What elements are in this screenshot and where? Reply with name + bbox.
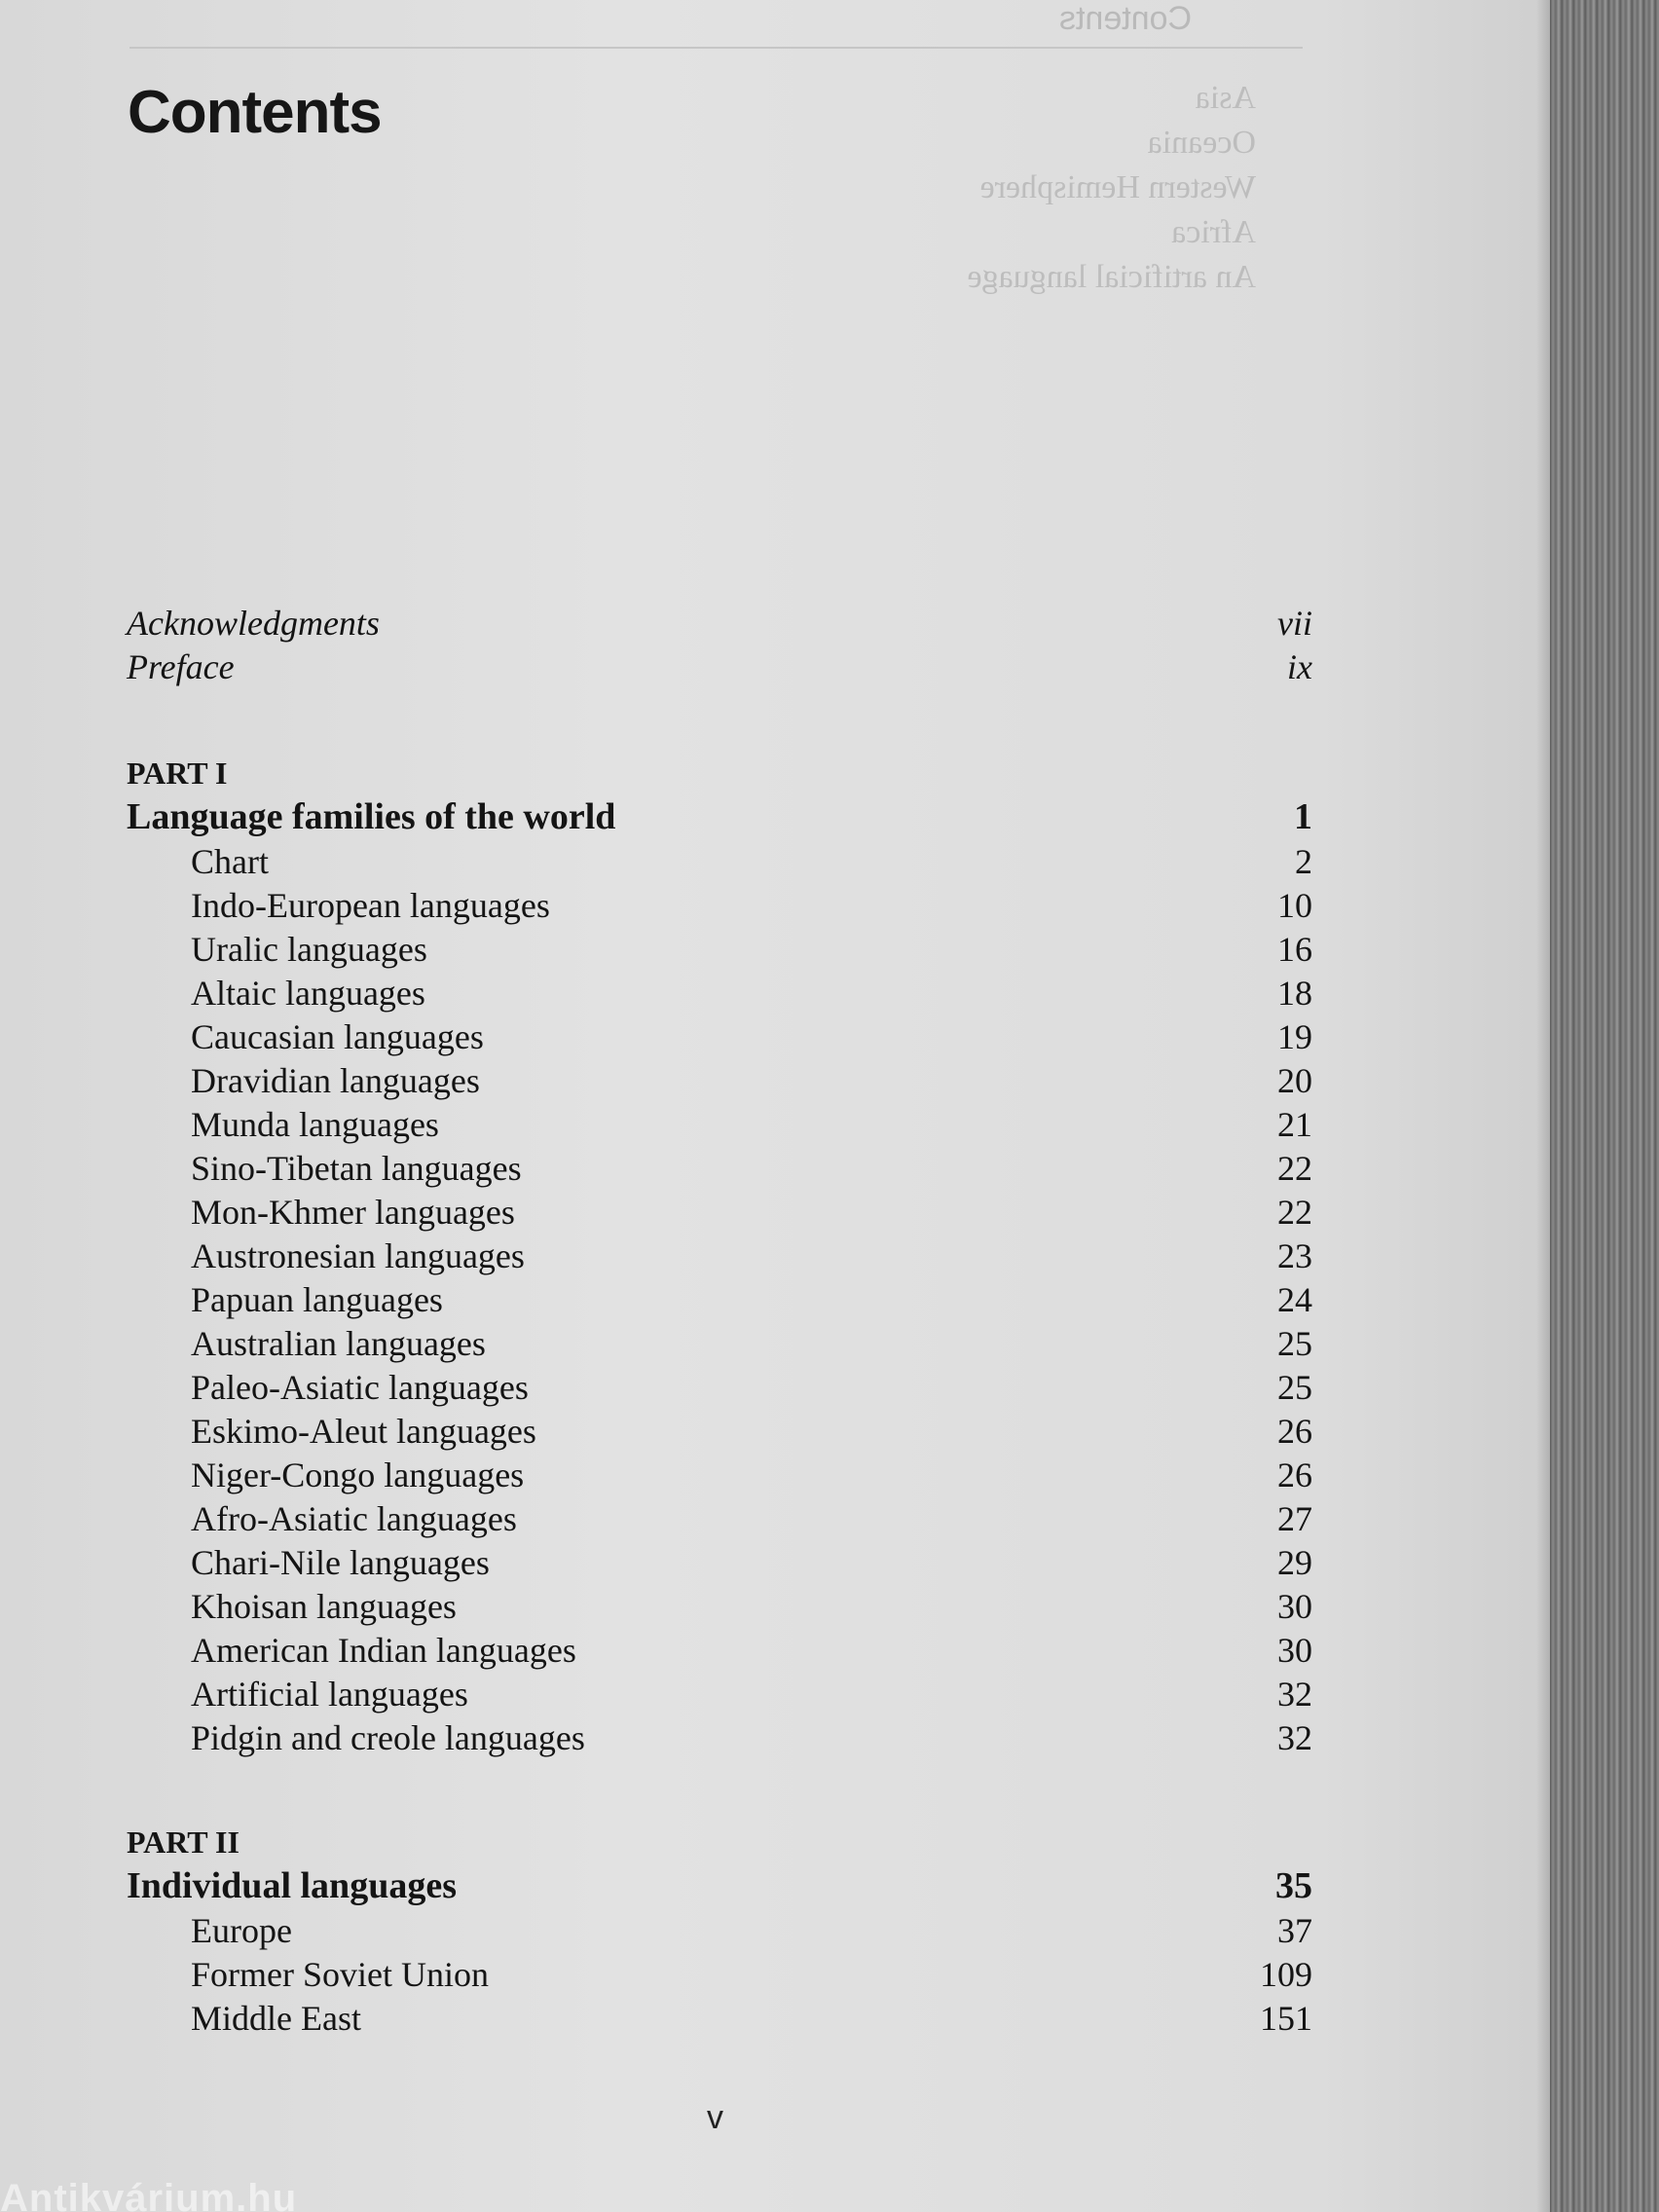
- toc-entry-label: Afro-Asiatic languages: [191, 1499, 517, 1538]
- part-1-entries: [127, 840, 1312, 1760]
- toc-entry-label: Papuan languages: [191, 1280, 443, 1319]
- toc-entry[interactable]: [127, 1059, 1312, 1103]
- toc-entry-page: vii: [1277, 604, 1312, 643]
- toc-entry-acknowledgments[interactable]: [127, 602, 1312, 645]
- toc-entry[interactable]: [127, 1454, 1312, 1497]
- toc-entry[interactable]: [127, 1997, 1312, 2041]
- part-2-label: PART II: [127, 1825, 240, 1860]
- toc-entry-label: Artificial languages: [191, 1675, 468, 1714]
- toc-entry-page: 16: [1277, 930, 1312, 969]
- toc-entry-page: 32: [1277, 1718, 1312, 1757]
- part-1-heading[interactable]: [127, 794, 1312, 840]
- toc-entry-label: Dravidian languages: [191, 1061, 480, 1100]
- toc-entry-label: Former Soviet Union: [191, 1955, 489, 1994]
- page-stack-edge: [1550, 0, 1659, 2212]
- toc-entry[interactable]: [127, 840, 1312, 884]
- toc-entry[interactable]: [127, 972, 1312, 1015]
- toc-entry[interactable]: [127, 1103, 1312, 1147]
- toc-entry-page: 29: [1277, 1543, 1312, 1582]
- toc-entry-page: 32: [1277, 1675, 1312, 1714]
- table-of-contents: [127, 602, 1312, 2041]
- part-1-label: PART I: [127, 756, 228, 791]
- toc-entry[interactable]: [127, 1629, 1312, 1673]
- toc-entry-preface[interactable]: [127, 645, 1312, 689]
- part-2-title: Individual languages: [127, 1865, 457, 1906]
- toc-entry-label: Paleo-Asiatic languages: [191, 1368, 529, 1407]
- page-number: v: [707, 2099, 723, 2136]
- section-gap: [127, 1760, 1312, 1821]
- part-1-page: 1: [1294, 796, 1312, 837]
- toc-entry-label: Niger-Congo languages: [191, 1456, 525, 1494]
- toc-entry-page: 2: [1295, 842, 1312, 881]
- toc-entry[interactable]: [127, 1235, 1312, 1278]
- toc-entry[interactable]: [127, 1585, 1312, 1629]
- toc-entry-page: 26: [1277, 1412, 1312, 1451]
- toc-entry-label: Australian languages: [191, 1324, 486, 1363]
- toc-entry-label: Europe: [191, 1911, 292, 1950]
- part-2-heading[interactable]: [127, 1863, 1312, 1909]
- toc-entry[interactable]: [127, 1953, 1312, 1997]
- toc-entry[interactable]: [127, 1015, 1312, 1059]
- toc-entry-page: 23: [1277, 1236, 1312, 1275]
- toc-entry-label: Chart: [191, 842, 269, 881]
- toc-entry[interactable]: [127, 1716, 1312, 1760]
- toc-entry-page: 19: [1277, 1017, 1312, 1056]
- toc-entry-label: Altaic languages: [191, 974, 425, 1013]
- toc-entry-label: Middle East: [191, 1999, 361, 2038]
- section-gap: [127, 689, 1312, 752]
- toc-entry-label: Caucasian languages: [191, 1017, 484, 1056]
- toc-entry-page: 25: [1277, 1368, 1312, 1407]
- toc-entry-page: 109: [1260, 1955, 1312, 1994]
- toc-entry-page: 25: [1277, 1324, 1312, 1363]
- toc-entry-page: 27: [1277, 1499, 1312, 1538]
- show-through-rule: [129, 47, 1303, 49]
- toc-entry-page: 10: [1277, 886, 1312, 925]
- toc-entry-page: 20: [1277, 1061, 1312, 1100]
- toc-entry-page: 37: [1277, 1911, 1312, 1950]
- toc-entry-label: Pidgin and creole languages: [191, 1718, 585, 1757]
- toc-entry[interactable]: [127, 1497, 1312, 1541]
- toc-entry-label: Uralic languages: [191, 930, 427, 969]
- show-through-header: Contents: [1058, 0, 1192, 37]
- toc-entry-label: Acknowledgments: [127, 604, 380, 643]
- part-2-page: 35: [1275, 1865, 1312, 1906]
- toc-entry-label: Mon-Khmer languages: [191, 1193, 515, 1232]
- toc-entry-page: 22: [1277, 1193, 1312, 1232]
- toc-entry[interactable]: [127, 1909, 1312, 1953]
- toc-entry-label: Preface: [127, 647, 235, 686]
- toc-entry-page: 30: [1277, 1587, 1312, 1626]
- toc-entry[interactable]: [127, 1191, 1312, 1235]
- toc-entry-page: 24: [1277, 1280, 1312, 1319]
- toc-entry[interactable]: [127, 928, 1312, 972]
- toc-entry-page: 26: [1277, 1456, 1312, 1494]
- toc-entry[interactable]: [127, 1322, 1312, 1366]
- toc-entry-page: 18: [1277, 974, 1312, 1013]
- toc-entry[interactable]: [127, 1673, 1312, 1716]
- part-2-entries: [127, 1909, 1312, 2041]
- toc-entry-label: Sino-Tibetan languages: [191, 1149, 522, 1188]
- toc-entry[interactable]: [127, 1366, 1312, 1410]
- toc-entry-label: Indo-European languages: [191, 886, 550, 925]
- toc-entry-label: Chari-Nile languages: [191, 1543, 490, 1582]
- part-1-title: Language families of the world: [127, 796, 616, 837]
- toc-entry[interactable]: [127, 884, 1312, 928]
- show-through-contents: Asia Oceania Western Hemisphere Africa An artificial language: [967, 80, 1256, 295]
- toc-entry-page: 22: [1277, 1149, 1312, 1188]
- toc-entry-page: ix: [1287, 647, 1312, 686]
- toc-entry[interactable]: [127, 1410, 1312, 1454]
- toc-entry-label: Khoisan languages: [191, 1587, 457, 1626]
- toc-entry-label: American Indian languages: [191, 1631, 576, 1670]
- watermark-logo: Antikvárium.hu: [0, 2177, 298, 2212]
- toc-entry-label: Austronesian languages: [191, 1236, 525, 1275]
- toc-entry[interactable]: [127, 1147, 1312, 1191]
- toc-entry-page: 21: [1277, 1105, 1312, 1144]
- toc-entry-label: Munda languages: [191, 1105, 439, 1144]
- toc-entry[interactable]: [127, 1278, 1312, 1322]
- toc-entry-page: 151: [1260, 1999, 1312, 2038]
- toc-entry[interactable]: [127, 1541, 1312, 1585]
- page-title: Contents: [128, 79, 382, 146]
- toc-entry-page: 30: [1277, 1631, 1312, 1670]
- toc-entry-label: Eskimo-Aleut languages: [191, 1412, 536, 1451]
